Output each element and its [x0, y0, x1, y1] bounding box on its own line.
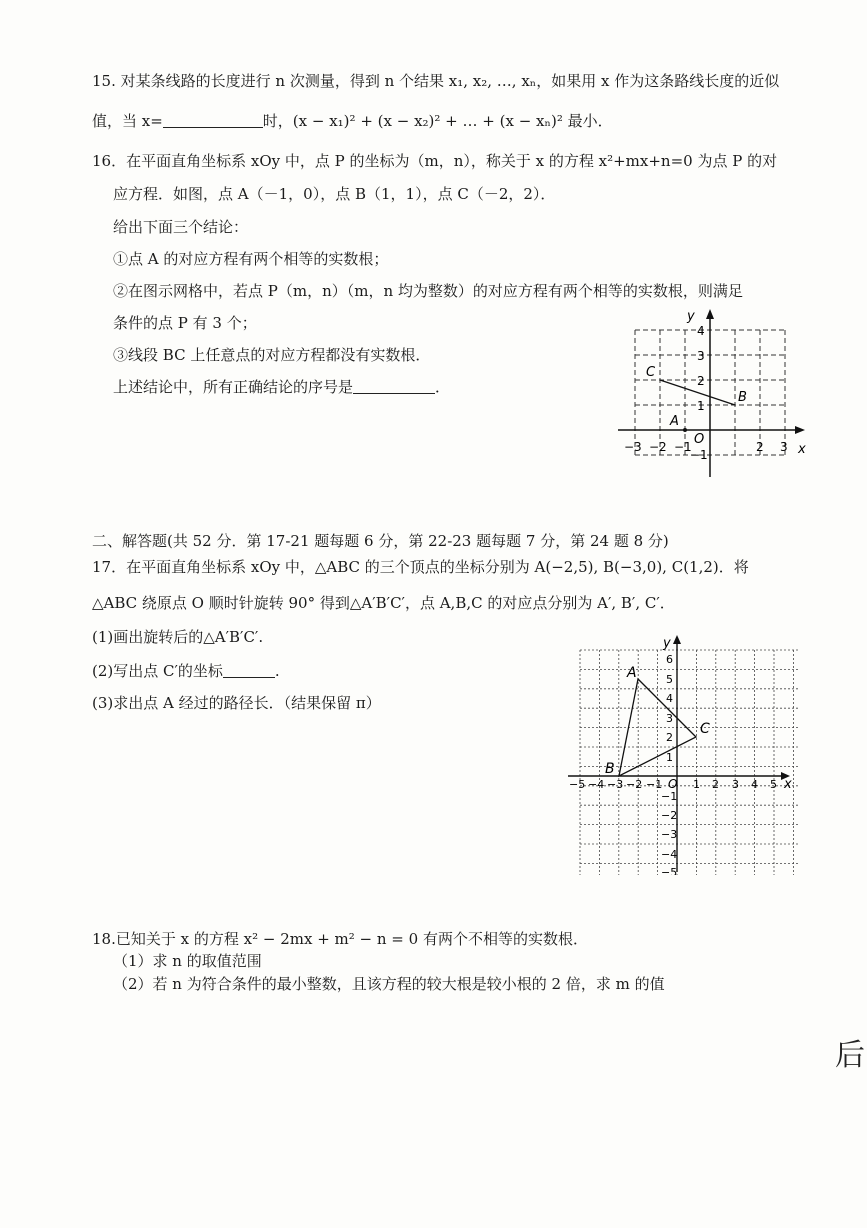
- q16-question-end: ．: [435, 378, 451, 396]
- q16-conclusion-2b: 条件的点 P 有 3 个；: [113, 314, 257, 332]
- fig16-ytick: 2: [697, 374, 705, 388]
- q16-answer-blank[interactable]: [353, 379, 435, 394]
- figure-q16-svg: [610, 305, 810, 480]
- q18-part-2: （2）若 n 为符合条件的最小整数，且该方程的较大根是较小根的 2 倍，求 m 的值: [113, 975, 665, 993]
- fig16-origin-label: O: [694, 432, 705, 447]
- fig16-xtick: 2: [756, 440, 764, 454]
- fig17-ytick: −2: [661, 809, 678, 822]
- fig17-xtick: −1: [646, 778, 663, 791]
- fig17-x-label: x: [784, 777, 792, 792]
- q16-conclusion-1: ①点 A 的对应方程有两个相等的实数根；: [113, 250, 389, 268]
- fig16-xtick: −2: [649, 440, 667, 454]
- q16-line3: 给出下面三个结论：: [113, 218, 249, 236]
- fig17-xtick: 2: [712, 778, 719, 791]
- fig17-y-label: y: [663, 636, 671, 651]
- q16-line1: 16．在平面直角坐标系 xOy 中，点 P 的坐标为（m，n），称关于 x 的方程 x²+mx+n=0 为点 P 的对: [92, 152, 778, 170]
- q16-question: [113, 376, 450, 397]
- fig17-ytick: 2: [666, 731, 673, 744]
- q15-line2-start: 值，当 x=: [92, 112, 163, 130]
- fig16-point-a-label: A: [670, 414, 679, 429]
- fig16-x-arrow: [795, 426, 805, 434]
- fig16-y-label: y: [687, 309, 695, 324]
- q17-part-1: (1)画出旋转后的△A′B′C′.: [92, 628, 264, 646]
- fig17-point-b-label: B: [605, 761, 615, 777]
- fig17-xtick: 5: [770, 778, 777, 791]
- fig17-origin-label: O: [668, 777, 678, 791]
- fig16-y-arrow: [706, 309, 714, 319]
- fig17-ytick: 6: [666, 653, 673, 666]
- fig17-xtick: 1: [693, 778, 700, 791]
- q17-part-2-end: .: [274, 662, 280, 680]
- fig17-ytick: 4: [666, 692, 673, 705]
- q16-line2: 应方程．如图，点 A（－1，0），点 B（1，1），点 C（－2，2）．: [113, 185, 556, 203]
- q17-line2: △ABC 绕原点 O 顺时针旋转 90° 得到△A′B′C′，点 A,B,C 的对应点分别为 A′, B′, C′．: [92, 594, 675, 612]
- q16-question-text: 上述结论中，所有正确结论的序号是: [113, 378, 354, 396]
- fig16-ytick: −1: [690, 448, 708, 462]
- fig16-x-label: x: [798, 442, 806, 457]
- fig17-ytick: 1: [666, 751, 673, 764]
- q15-line1: 15. 对某条线路的长度进行 n 次测量，得到 n 个结果 x₁, x₂, …, xₙ，如果用 x 作为这条路线长度的近似: [92, 72, 780, 90]
- fig17-ytick: 3: [666, 712, 673, 725]
- q18-line1: 18.已知关于 x 的方程 x² − 2mx + m² − n = 0 有两个不相等的实数根．: [92, 930, 588, 948]
- fig17-xtick: −5: [569, 778, 586, 791]
- fig17-ytick: −1: [661, 790, 678, 803]
- fig17-ytick: −4: [661, 848, 678, 861]
- q17-line1: 17．在平面直角坐标系 xOy 中，△ABC 的三个顶点的坐标分别为 A(−2,5), B(−3,0), C(1,2)．将: [92, 558, 749, 576]
- fig17-xtick: 4: [751, 778, 758, 791]
- q18-part-1: （1）求 n 的取值范围: [113, 952, 262, 970]
- fig16-point-a: [683, 428, 687, 432]
- fig16-point-b-label: B: [738, 390, 747, 405]
- q17-part-3: (3)求出点 A 经过的路径长．（结果保留 π）: [92, 694, 381, 712]
- q15-line2-end: 时，(x − x₁)² + (x − x₂)² + … + (x − xₙ)² 最小．: [262, 112, 613, 130]
- q17-part-2: [92, 660, 280, 681]
- fig17-xtick: −4: [588, 778, 605, 791]
- q17-answer-blank[interactable]: [223, 663, 275, 678]
- fig16-ytick: 3: [697, 349, 705, 363]
- figure-q17-svg: [560, 630, 800, 875]
- fig17-ytick: −3: [661, 828, 678, 841]
- fig17-xtick: −3: [607, 778, 624, 791]
- fig17-y-arrow: [673, 635, 681, 644]
- fig16-ytick: 1: [697, 399, 705, 413]
- figure-q17: [560, 630, 800, 875]
- q17-part-2-text: (2)写出点 C′的坐标: [92, 662, 223, 680]
- fig16-ytick: 4: [697, 324, 705, 338]
- margin-handwritten-mark: 后: [835, 1038, 865, 1073]
- fig17-xtick: −2: [626, 778, 643, 791]
- q16-conclusion-2a: ②在图示网格中，若点 P（m，n）（m，n 均为整数）的对应方程有两个相等的实数根，则满足: [113, 282, 743, 300]
- figure-q16: [610, 305, 810, 480]
- fig16-xtick: −3: [624, 440, 642, 454]
- fig16-xtick: 3: [780, 440, 788, 454]
- fig17-point-a-label: A: [627, 665, 637, 681]
- q15-line2: [92, 110, 613, 131]
- fig16-point-c-label: C: [646, 365, 656, 380]
- q15-answer-blank[interactable]: [163, 113, 263, 128]
- section-2-heading: 二、解答题(共 52 分．第 17-21 题每题 6 分，第 22-23 题每题 7 分，第 24 题 8 分): [92, 532, 669, 550]
- q16-conclusion-3: ③线段 BC 上任意点的对应方程都没有实数根．: [113, 346, 431, 364]
- fig17-ytick: −5: [661, 866, 678, 875]
- fig17-xtick: 3: [732, 778, 739, 791]
- fig16-xtick: −1: [674, 440, 692, 454]
- fig17-ytick: 5: [666, 673, 673, 686]
- fig17-point-c-label: C: [700, 721, 710, 737]
